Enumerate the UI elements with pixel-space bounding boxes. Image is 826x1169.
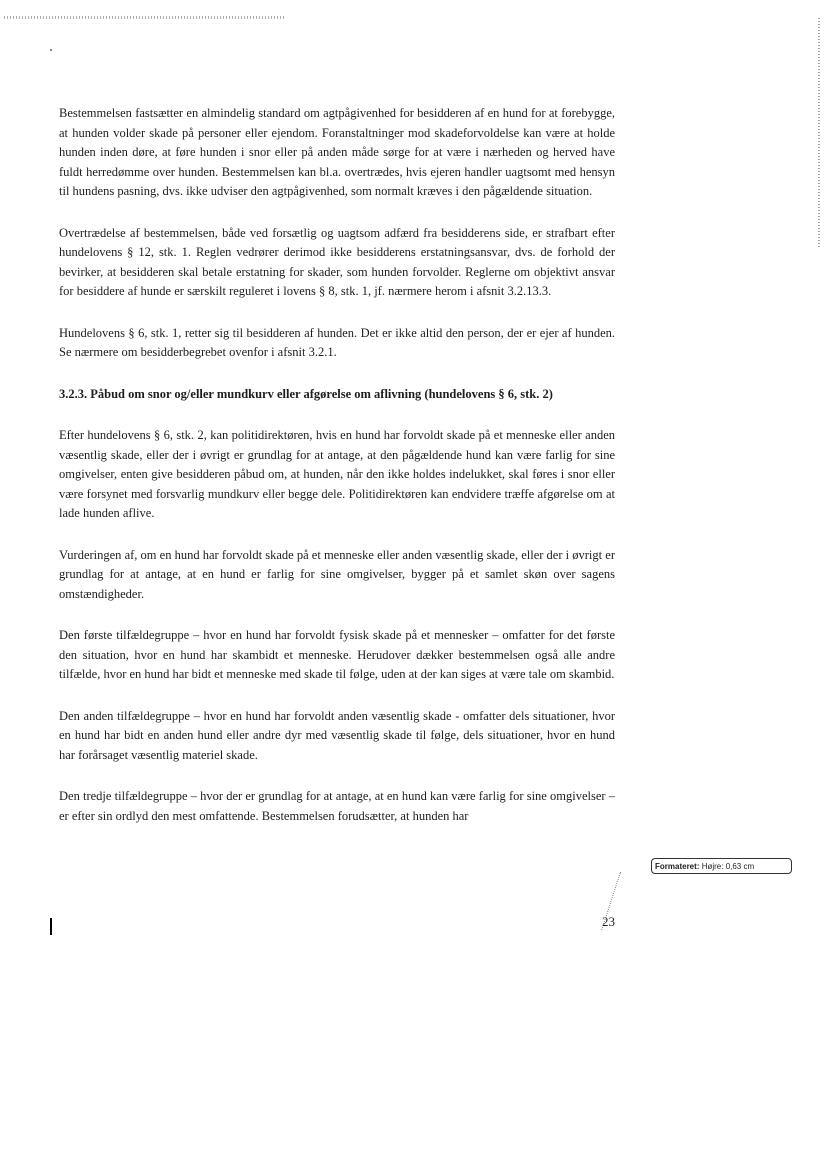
comment-label: Formateret: (655, 862, 700, 871)
paragraph: Vurderingen af, om en hund har forvoldt skade på et menneske eller anden væsentlig skade, eller der i øvrigt er grundlag for at antage, at en hund er farlig for sine omgivelser, bygger på et samlet skøn over sagens omstændigheder. (59, 547, 615, 601)
paragraph: Hundelovens § 6, stk. 1, retter sig til besidderen af hunden. Det er ikke altid den person, der er ejer af hunden. Se nærmere om besidderbegrebet ovenfor i afsnit 3.2.1. (59, 325, 615, 359)
scan-edge-right (818, 18, 820, 248)
section-heading: 3.2.3. Påbud om snor og/eller mundkurv eller afgørelse om aflivning (hundelovens § 6, stk. 2) (59, 386, 553, 401)
paragraph: Efter hundelovens § 6, stk. 2, kan politidirektøren, hvis en hund har forvoldt skade på et menneske eller anden væsentlig skade, eller der i øvrigt er grundlag for at antage, at den pågældende hund kan være farlig for sine omgivelser, enten give besidderen påbud om, at hunden, når den ikke holdes indelukket, skal føres i snor eller være forsynet med forsvarlig mundkurv eller begge dele. Politidirektøren kan endvidere træffe afgørelse om at lade hunden aflive. (59, 428, 615, 520)
scan-speck (50, 49, 52, 51)
formatting-comment-balloon[interactable] (651, 858, 792, 874)
paragraph: Den første tilfældegruppe – hvor en hund har forvoldt fysisk skade på et mennesker – omfatter for det første den situation, hvor en hund har skambidt et menneske. Herudover dækker bestemmelsen også alle andre tilfælde, hvor en hund har bidt et menneske med skade til følge, uden at der kan siges at være tale om skambid. (59, 628, 615, 681)
paragraph: Den anden tilfældegruppe – hvor en hund har forvoldt anden væsentlig skade - omfatter dels situationer, hvor en hund har bidt en anden hund eller andre dyr med væsentlig skade til følge, dels situationer, hvor en hund har forårsaget væsentlig materiel skade. (59, 708, 615, 762)
paragraph: Den tredje tilfældegruppe – hvor der er grundlag for at antage, at en hund kan være farlig for sine omgivelser – er efter sin ordlyd den mest omfattende. Bestemmelsen forudsætter, at hunden har (59, 789, 615, 823)
comment-text: Højre: 0,63 cm (701, 862, 755, 871)
page-number: 23 (602, 914, 615, 929)
document-body (59, 104, 615, 848)
scan-edge-top (4, 16, 286, 19)
paragraph: Bestemmelsen fastsætter en almindelig standard om agtpågivenhed for besidderen af en hund for at forebygge, at hunden volder skade på personer eller ejendom. Foranstaltninger mod skadeforvoldelse kan være at holde hunden inden døre, at føre hunden i snor eller på anden måde sørge for at være i nærheden og herved have fuldt herredømme over hunden. Bestemmelsen kan bl.a. overtrædes, hvis ejeren handler uagtsomt med hensyn til hundens pasning, dvs. ikke udviser den agtpågivenhed, som normalt kræves i den pågældende situation. (59, 106, 615, 198)
change-bar (50, 918, 52, 935)
paragraph: Overtrædelse af bestemmelsen, både ved forsætlig og uagtsom adfærd fra besidderens side, er strafbart efter hundelovens § 12, stk. 1. Reglen vedrører derimod ikke besidderens erstatningsansvar, dvs. de forhold der bevirker, at besidderen skal betale erstatning for skader, som hunden forvolder. Reglerne om objektivt ansvar for besiddere af hunde er særskilt reguleret i lovens § 8, stk. 1, jf. nærmere herom i afsnit 3.2.13.3. (59, 225, 615, 298)
